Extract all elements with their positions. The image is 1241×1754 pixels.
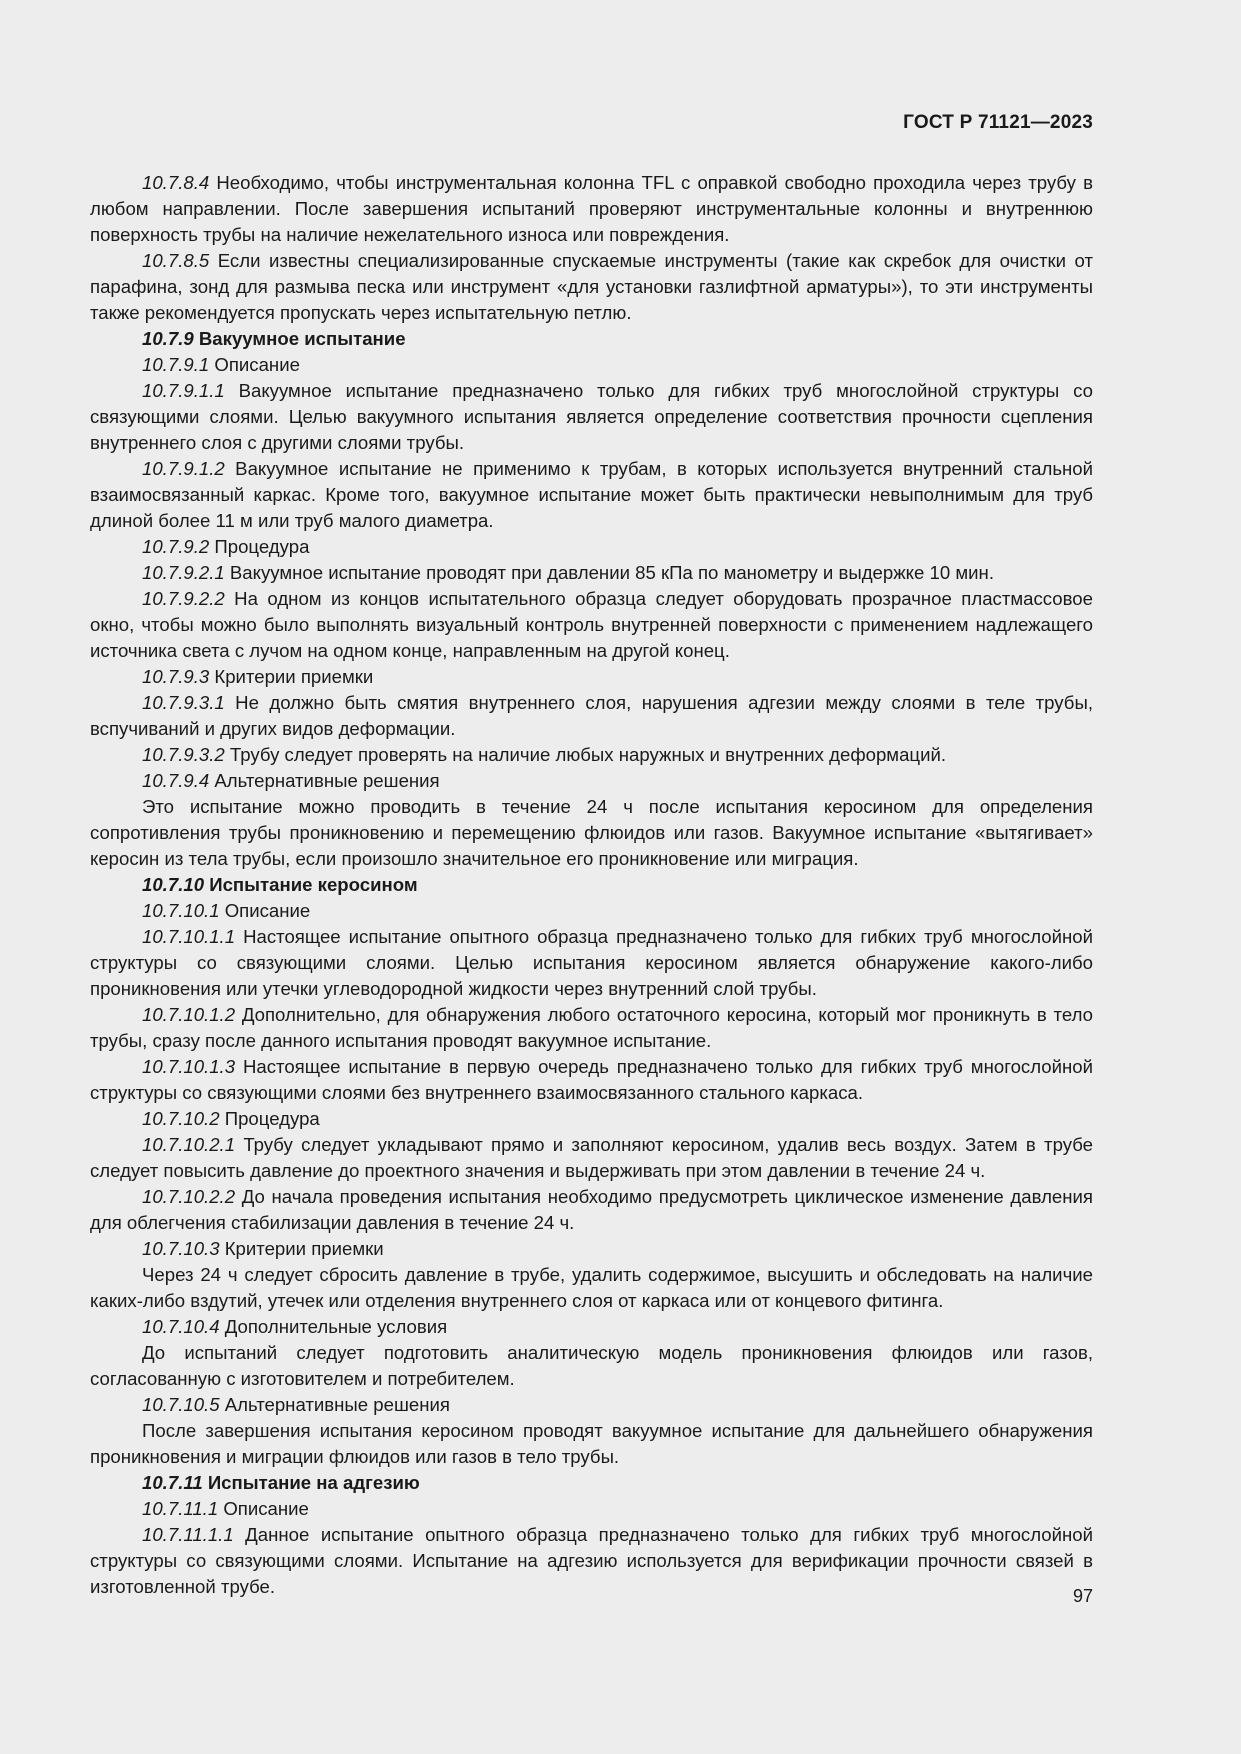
paragraph-text: Настоящее испытание опытного образца предназначено только для гибких труб многослойной структуры со связующими слоями. Целью испытания керосином является обнаружение какого-либо проникновения или утечки углеводородной жидкости через внутренний слой трубы. [90,926,1093,999]
paragraph-text: Критерии приемки [219,1238,384,1259]
clause-number: 10.7.8.5 [142,250,210,271]
clause-number: 10.7.9.1.2 [142,458,225,479]
paragraph-text: Процедура [209,536,310,557]
clause-number: 10.7.8.4 [142,172,210,193]
section-heading [90,872,1093,898]
clause-number: 10.7.11 [142,1472,203,1493]
document-body [90,170,1093,1600]
paragraph [90,768,1093,794]
paragraph [90,1392,1093,1418]
paragraph [90,586,1093,664]
clause-number: 10.7.9.4 [142,770,210,791]
section-heading [90,326,1093,352]
paragraph-text: До испытаний следует подготовить аналитическую модель проникновения флюидов или газов, согласованную с изготовителем и потребителем. [90,1342,1093,1389]
clause-number: 10.7.9.3.1 [142,692,225,713]
paragraph [90,1340,1093,1392]
paragraph [90,1496,1093,1522]
clause-number: 10.7.9.1.1 [142,380,225,401]
clause-number: 10.7.10.5 [142,1394,220,1415]
paragraph-text: Настоящее испытание в первую очередь предназначено только для гибких труб многослойной структуры со связующими слоями без внутреннего взаимосвязанного стального каркаса. [90,1056,1093,1103]
paragraph-text: Не должно быть смятия внутреннего слоя, нарушения адгезии между слоями в теле трубы, вспучиваний и других видов деформации. [90,692,1093,739]
clause-number: 10.7.10.1.2 [142,1004,236,1025]
clause-number: 10.7.10.1 [142,900,220,921]
paragraph-text: Данное испытание опытного образца предназначено только для гибких труб многослойной структуры со связующими слоями. Испытание на адгезию используется для верификации прочности связей в изготовленной трубе. [90,1524,1093,1597]
paragraph [90,1262,1093,1314]
paragraph [90,742,1093,768]
paragraph [90,690,1093,742]
section-title: Испытание на адгезию [202,1472,420,1493]
paragraph [90,1314,1093,1340]
paragraph-text: До начала проведения испытания необходимо предусмотреть циклическое изменение давления для облегчения стабилизации давления в течение 24 ч. [90,1186,1093,1233]
paragraph [90,1106,1093,1132]
paragraph [90,898,1093,924]
paragraph [90,1236,1093,1262]
paragraph [90,1184,1093,1236]
paragraph [90,1522,1093,1600]
paragraph [90,924,1093,1002]
clause-number: 10.7.9.2.1 [142,562,225,583]
paragraph [90,794,1093,872]
paragraph-text: Трубу следует проверять на наличие любых наружных и внутренних деформаций. [224,744,947,765]
paragraph [90,560,1093,586]
paragraph [90,534,1093,560]
paragraph-text: Дополнительные условия [219,1316,448,1337]
clause-number: 10.7.10.1.1 [142,926,236,947]
clause-number: 10.7.9.3.2 [142,744,225,765]
paragraph-text: Описание [209,354,300,375]
clause-number: 10.7.11.1 [142,1498,219,1519]
clause-number: 10.7.10.4 [142,1316,220,1337]
clause-number: 10.7.9.1 [142,354,210,375]
paragraph-text: Альтернативные решения [209,770,440,791]
paragraph-text: Необходимо, чтобы инструментальная колонна TFL с оправкой свободно проходила через трубу в любом направлении. После завершения испытаний проверяют инструментальные колонны и внутреннюю поверхность трубы на наличие нежелательного износа или повреждения. [90,172,1093,245]
section-title: Вакуумное испытание [193,328,406,349]
clause-number: 10.7.10.2.2 [142,1186,236,1207]
paragraph-text: Вакуумное испытание не применимо к трубам, в которых используется внутренний стальной взаимосвязанный каркас. Кроме того, вакуумное испытание может быть практически невыполнимым для труб длиной более 11 м или труб малого диаметра. [90,458,1093,531]
paragraph-text: Описание [219,900,311,921]
paragraph-text: На одном из концов испытательного образца следует оборудовать прозрачное пластмассовое окно, чтобы можно было выполнять визуальный контроль внутренней поверхности с применением надлежащего источника света с лучом на одном конце, направленным на другой конец. [90,588,1093,661]
paragraph [90,378,1093,456]
clause-number: 10.7.9.3 [142,666,210,687]
paragraph [90,248,1093,326]
paragraph-text: После завершения испытания керосином проводят вакуумное испытание для дальнейшего обнаружения проникновения и миграции флюидов или газов в тело трубы. [90,1420,1093,1467]
clause-number: 10.7.10 [142,874,205,895]
paragraph-text: Альтернативные решения [219,1394,450,1415]
paragraph-text: Если известны специализированные спускаемые инструменты (такие как скребок для очистки от парафина, зонд для размыва песка или инструмент «для установки газлифтной арматуры»), то эти инструменты также рекомендуется пропускать через испытательную петлю. [90,250,1093,323]
paragraph [90,352,1093,378]
paragraph-text: Процедура [219,1108,320,1129]
clause-number: 10.7.9 [142,328,194,349]
paragraph [90,456,1093,534]
clause-number: 10.7.9.2.2 [142,588,225,609]
section-title: Испытание керосином [204,874,418,895]
paragraph [90,1002,1093,1054]
section-heading [90,1470,1093,1496]
paragraph-text: Через 24 ч следует сбросить давление в трубе, удалить содержимое, высушить и обследовать на наличие каких-либо вздутий, утечек или отделения внутреннего слоя от каркаса или от концевого фитинга. [90,1264,1093,1311]
paragraph-text: Трубу следует укладывают прямо и заполняют керосином, удалив весь воздух. Затем в трубе следует повысить давление до проектного значения и выдерживать при этом давлении в течение 24 ч. [90,1134,1093,1181]
paragraph-text: Вакуумное испытание предназначено только для гибких труб многослойной структуры со связующими слоями. Целью вакуумного испытания является определение соответствия прочности сцепления внутреннего слоя с другими слоями трубы. [90,380,1093,453]
clause-number: 10.7.11.1.1 [142,1524,234,1545]
paragraph [90,170,1093,248]
paragraph [90,1132,1093,1184]
paragraph [90,1418,1093,1470]
clause-number: 10.7.10.1.3 [142,1056,236,1077]
clause-number: 10.7.10.3 [142,1238,220,1259]
clause-number: 10.7.10.2.1 [142,1134,236,1155]
paragraph-text: Описание [218,1498,309,1519]
document-code: ГОСТ Р 71121—2023 [903,112,1093,133]
paragraph-text: Дополнительно, для обнаружения любого остаточного керосина, который мог проникнуть в тело трубы, сразу после данного испытания проводят вакуумное испытание. [90,1004,1093,1051]
clause-number: 10.7.10.2 [142,1108,220,1129]
paragraph-text: Критерии приемки [209,666,374,687]
paragraph-text: Вакуумное испытание проводят при давлении 85 кПа по манометру и выдержке 10 мин. [224,562,994,583]
page-number: 97 [1072,1586,1093,1606]
paragraph [90,664,1093,690]
clause-number: 10.7.9.2 [142,536,210,557]
paragraph [90,1054,1093,1106]
paragraph-text: Это испытание можно проводить в течение 24 ч после испытания керосином для определения сопротивления трубы проникновению и перемещению флюидов или газов. Вакуумное испытание «вытягивает» керосин из тела трубы, если произошло значительное его проникновение или миграция. [90,796,1093,869]
